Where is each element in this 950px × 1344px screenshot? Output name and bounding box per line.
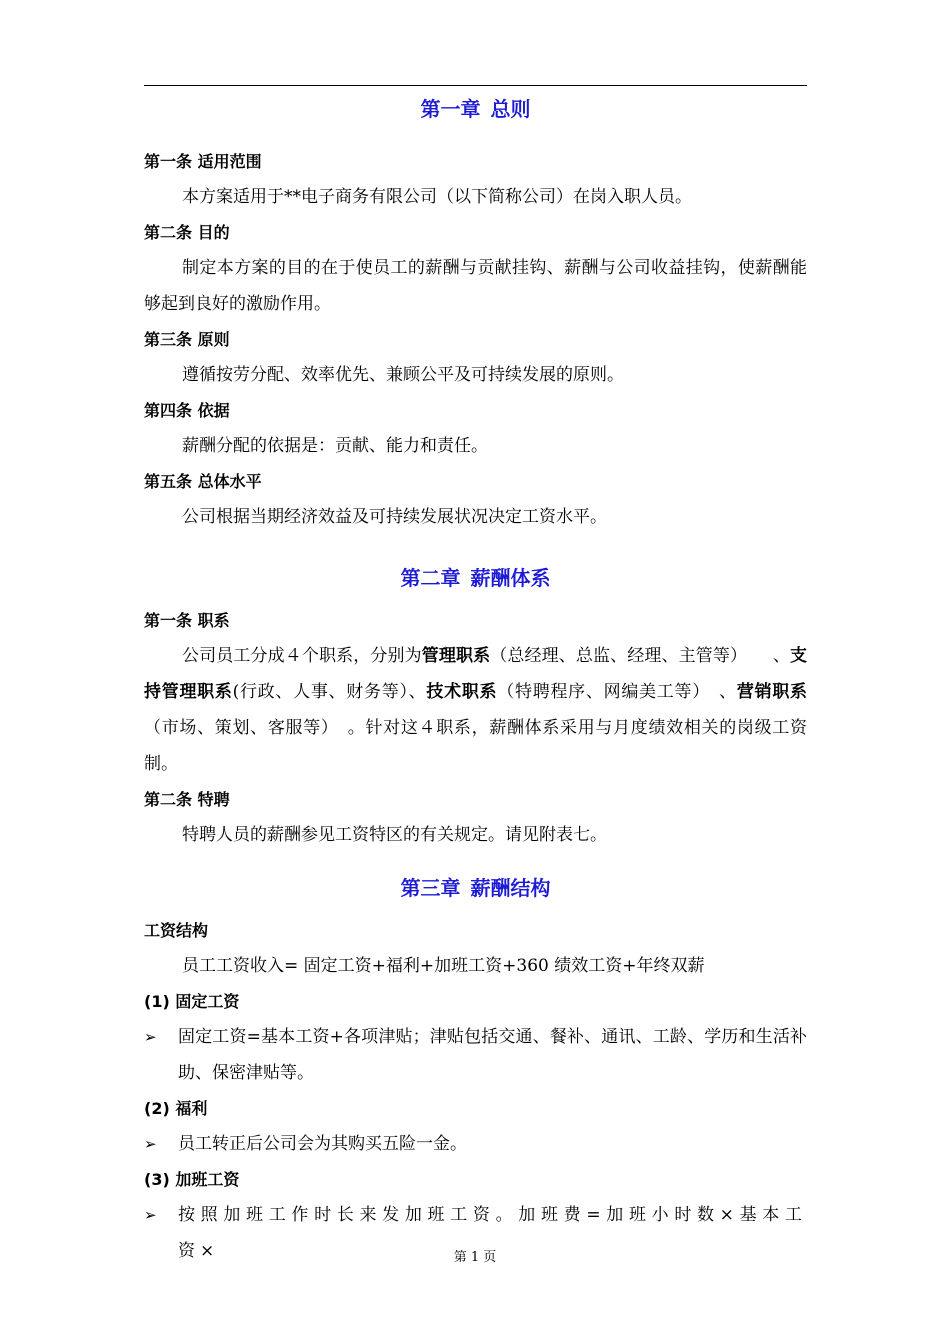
ch1-article-4-text: 薪酬分配的依据是：贡献、能力和责任。 [182, 436, 488, 456]
ch2-article-2-text: 特聘人员的薪酬参见工资特区的有关规定。请见附表七。 [182, 825, 607, 845]
chapter-2-number: 第二章 [400, 566, 461, 590]
item-2-bullet [144, 1126, 807, 1162]
ch1-article-4-heading: 第四条 依据 [144, 401, 230, 420]
text-run: 公司员工分成４个职系，分别为 [182, 646, 422, 666]
text-run: (行政、人事、财务等）、 [232, 682, 427, 702]
item-2-text: 员工转正后公司会为其购买五险一金。 [178, 1134, 467, 1154]
chapter-1-name: 总则 [490, 97, 531, 121]
item-3-text: 按照加班工作时长来发加班工资。加班费=加班小时数×基本工资× [178, 1205, 807, 1261]
chapter-3-name: 薪酬结构 [470, 876, 551, 900]
term-management: 管理职系 [421, 646, 491, 666]
ch1-article-1-text: 本方案适用于**电子商务有限公司（以下简称公司）在岗入职人员。 [182, 187, 692, 207]
text-run: （总经理、总监、经理、主管等） 、 [490, 646, 790, 666]
ch1-article-3-text: 遵循按劳分配、效率优先、兼顾公平及可持续发展的原则。 [182, 365, 624, 385]
chapter-2-name: 薪酬体系 [470, 566, 551, 590]
chapter-2-title [144, 561, 807, 595]
arrow-bullet-icon: ➢ [144, 1206, 162, 1224]
ch1-article-3-heading: 第三条 原则 [144, 330, 230, 349]
term-technical: 技术职系 [426, 682, 498, 702]
ch1-article-2-text: 制定本方案的目的在于使员工的薪酬与贡献挂钩、薪酬与公司收益挂钩，使薪酬能够起到良好的激励作用。 [144, 258, 807, 314]
ch2-article-1-heading: 第一条 职系 [144, 611, 230, 630]
structure-heading: 工资结构 [144, 921, 209, 940]
ch1-article-1-heading: 第一条 适用范围 [144, 152, 262, 171]
structure-formula: 员工工资收入= 固定工资+福利+加班工资+360 绩效工资+年终双薪 [182, 956, 705, 976]
item-3-label: (3) 加班工资 [144, 1170, 240, 1189]
item-2-label: (2) 福利 [144, 1099, 208, 1118]
text-run: （特聘程序、网编美工等） 、 [497, 682, 737, 702]
document-content [144, 92, 807, 1269]
text-run: （市场、策划、客服等） 。针对这４职系，薪酬体系采用与月度绩效相关的岗级工资制。 [144, 718, 807, 774]
chapter-3-title [144, 871, 807, 905]
item-1-label: (1) 固定工资 [144, 992, 240, 1011]
item-1-bullet [144, 1019, 807, 1091]
ch1-article-5-text: 公司根据当期经济效益及可持续发展状况决定工资水平。 [182, 507, 607, 527]
page-footer: 第 1 页 [453, 1250, 497, 1265]
arrow-bullet-icon: ➢ [144, 1028, 157, 1046]
item-1-text: 固定工资=基本工资+各项津贴；津贴包括交通、餐补、通讯、工龄、学历和生活补助、保密津贴等。 [178, 1027, 807, 1083]
chapter-1-number: 第一章 [420, 97, 481, 121]
chapter-1-title [144, 92, 807, 126]
chapter-3-number: 第三章 [400, 876, 461, 900]
term-support-management: 支持管理职系 [144, 646, 807, 702]
header-rule [144, 85, 807, 86]
ch2-article-1-text [144, 638, 807, 782]
ch2-article-2-heading: 第二条 特聘 [144, 790, 230, 809]
arrow-bullet-icon: ➢ [144, 1135, 157, 1153]
ch1-article-5-heading: 第五条 总体水平 [144, 472, 262, 491]
ch1-article-2-heading: 第二条 目的 [144, 223, 230, 242]
term-marketing: 营销职系 [736, 682, 808, 702]
